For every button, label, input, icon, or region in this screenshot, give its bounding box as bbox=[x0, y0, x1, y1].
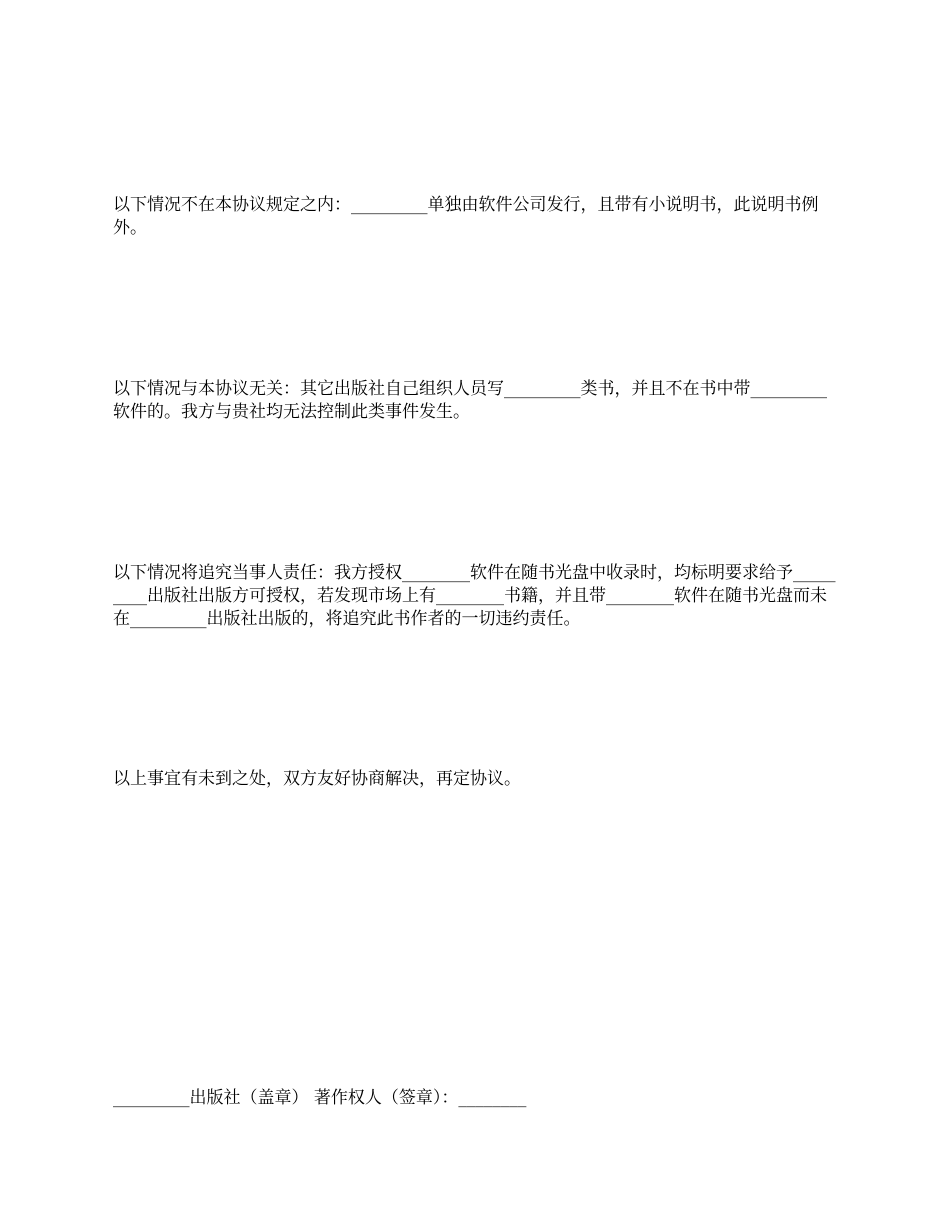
paragraph-negotiation: 以上事宜有未到之处，双方友好协商解决，再定协议。 bbox=[113, 769, 521, 789]
paragraph-liability: 以下情况将追究当事人责任：我方授权________软件在随书光盘中收录时，均标明要求给予_________出版社出版方可授权，若发现市场上有________书籍，并且带________软件在随书光盘而未在_________出版社出版的，将追究此书作者的一切违约责任。 bbox=[113, 563, 836, 629]
paragraph-exclusions: 以下情况不在本协议规定之内：_________单独由软件公司发行，且带有小说明书，此说明书例外。 bbox=[113, 195, 819, 238]
paragraph-unrelated-cases: 以下情况与本协议无关：其它出版社自己组织人员写_________类书，并且不在书中带_________软件的。我方与贵社均无法控制此类事件发生。 bbox=[113, 379, 827, 422]
signature-line: _________出版社（盖章） 著作权人（签章）：________ bbox=[113, 1088, 527, 1108]
